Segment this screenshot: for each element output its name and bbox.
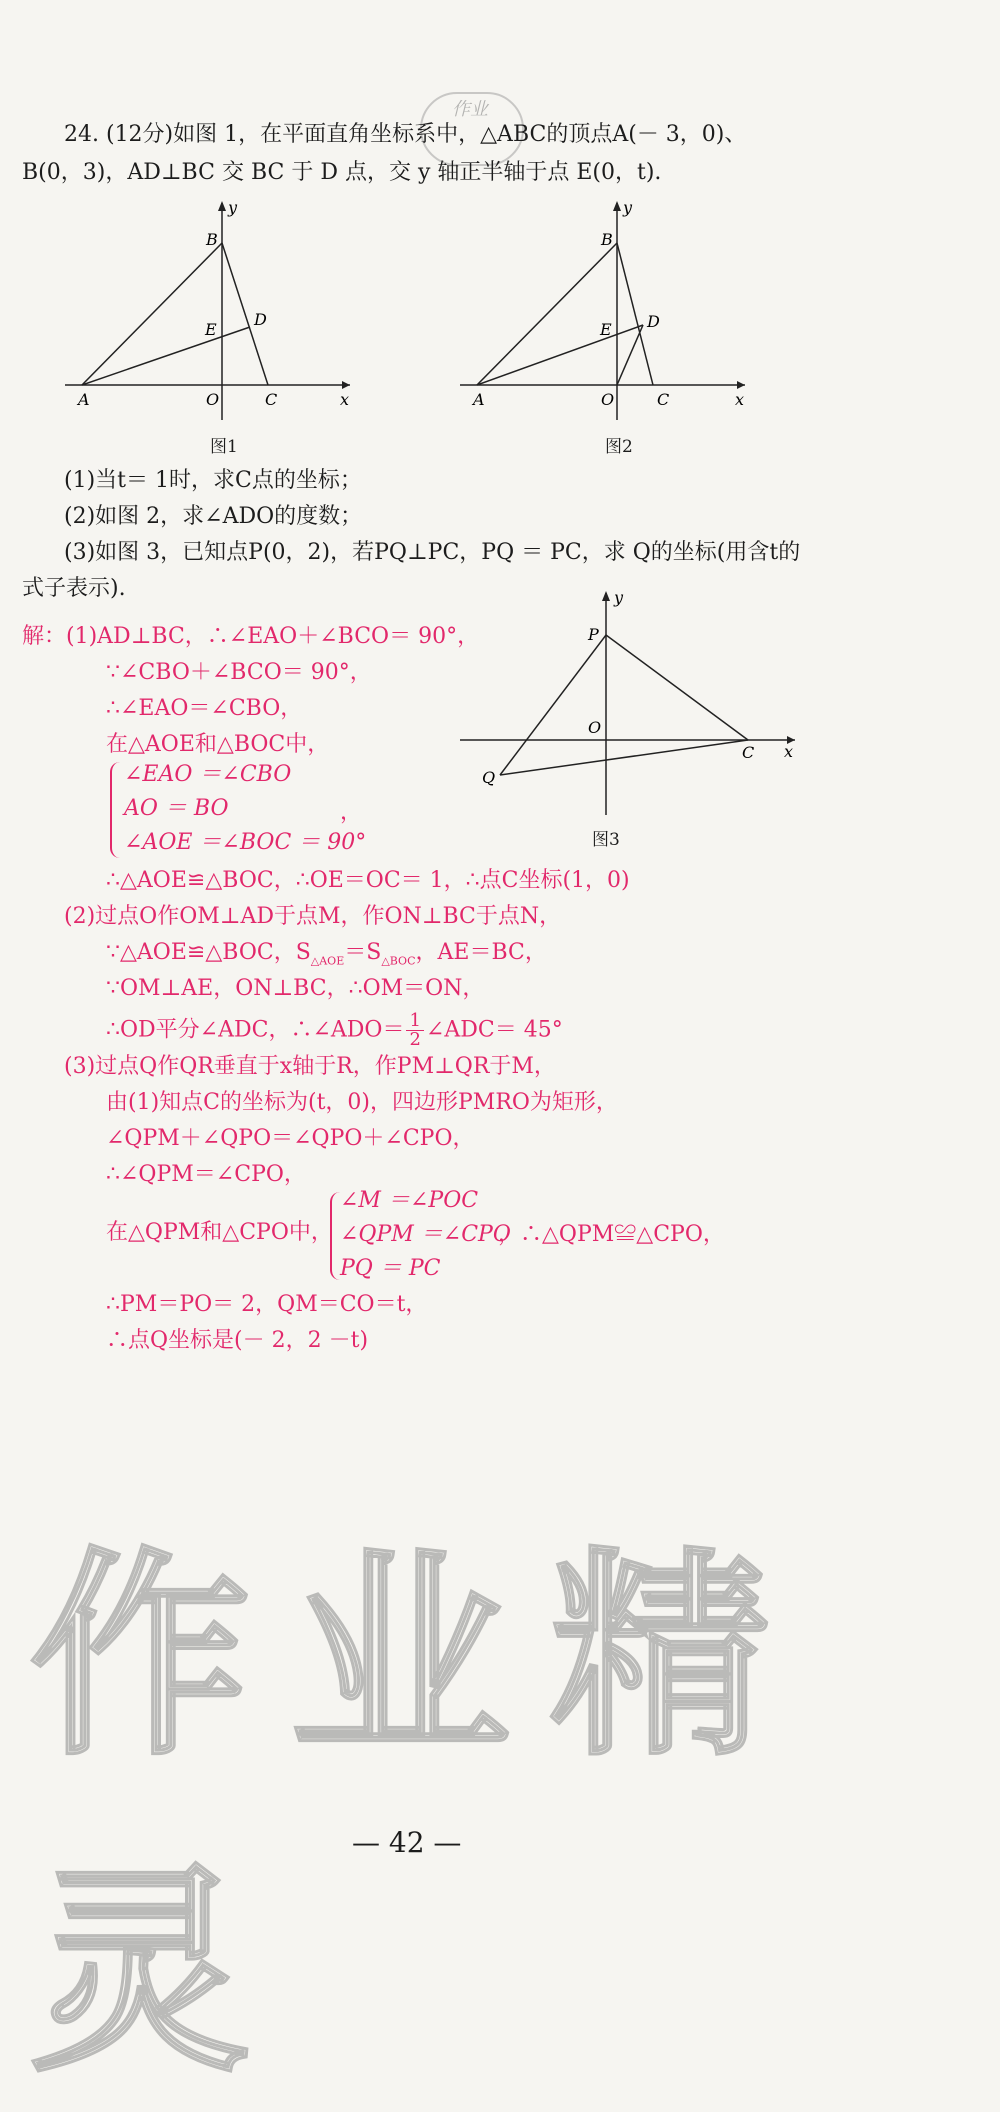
stamp-text: 作业 <box>452 99 488 120</box>
fig1-E: E <box>205 320 217 339</box>
solution-8-sub1: △AOE <box>310 954 345 968</box>
watermark-text: 作业精灵 <box>30 1529 811 2101</box>
fig2-O: O <box>601 390 615 409</box>
fig1-B: B <box>206 230 218 249</box>
figure-1 <box>60 195 360 425</box>
solution-15c: PQ ＝ PC <box>340 1256 441 1281</box>
solution-1: 解：(1)AD⊥BC，∴∠EAO＋∠BCO＝ 90°， <box>22 624 480 649</box>
solution-11: (3)过点Q作QR垂直于x轴于R，作PM⊥QR于M， <box>64 1054 556 1079</box>
fig3-y-label: y <box>614 588 624 607</box>
figure-2 <box>455 195 755 425</box>
solution-13: ∠QPM＋∠QPO＝∠QPO＋∠CPO， <box>106 1126 475 1151</box>
solution-14: ∴∠QPM＝∠CPO， <box>106 1162 306 1187</box>
solution-15d: ，∴△QPM≌△CPO， <box>498 1222 725 1247</box>
fig1-O: O <box>206 390 220 409</box>
fig1-A: A <box>78 390 90 409</box>
solution-16: ∴PM＝PO＝ 2，QM＝CO＝t， <box>106 1292 428 1317</box>
fig1-x-label: x <box>340 390 350 409</box>
question-3-line-2: 式子表示). <box>22 576 126 601</box>
fig2-B: B <box>601 230 613 249</box>
fig3-C: C <box>742 743 755 762</box>
solution-brace-2 <box>330 1192 340 1280</box>
solution-17: ∴点Q坐标是(－ 2，2 －t) <box>106 1328 369 1353</box>
solution-brace-1 <box>110 762 120 858</box>
solution-5comma: ， <box>340 800 363 825</box>
fig3-P: P <box>588 625 599 644</box>
solution-8c: ，AE＝BC， <box>415 940 547 965</box>
solution-5b: AO ＝ BO <box>124 796 229 821</box>
fig2-D: D <box>647 312 660 331</box>
figure-3 <box>460 585 800 825</box>
fig1-D: D <box>254 310 267 329</box>
solution-8-sub2: △BOC <box>381 954 416 968</box>
fig1-y-label: y <box>228 198 238 217</box>
solution-10a: ∴OD平分∠ADC，∴∠ADO＝ <box>106 1017 405 1043</box>
solution-10b: ∠ADC＝ 45° <box>425 1017 563 1043</box>
solution-7: (2)过点O作OM⊥AD于点M，作ON⊥BC于点N， <box>64 904 562 929</box>
solution-15b: ∠QPM ＝∠CPO <box>340 1222 511 1247</box>
fig2-A: A <box>473 390 485 409</box>
solution-3: ∴∠EAO＝∠CBO， <box>106 696 303 721</box>
solution-4: 在△AOE和△BOC中， <box>106 732 330 757</box>
solution-10 <box>106 1012 563 1049</box>
fraction-half <box>406 1012 423 1049</box>
question-3-line-1: (3)如图 3，已知点P(0，2)，若PQ⊥PC，PQ ＝ PC，求 Q的坐标(用含t的 <box>64 540 801 565</box>
question-2: (2)如图 2，求∠ADO的度数； <box>64 504 363 529</box>
solution-5a: ∠EAO ＝∠CBO <box>124 762 292 787</box>
fig1-C: C <box>265 390 278 409</box>
solution-6: ∴△AOE≌△BOC，∴OE＝OC＝ 1，∴点C坐标(1，0) <box>106 868 630 893</box>
solution-8b: ＝S <box>344 940 382 965</box>
fig2-y-label: y <box>623 198 633 217</box>
fig1-caption: 图1 <box>210 437 238 457</box>
solution-5c: ∠AOE ＝∠BOC ＝ 90° <box>124 830 367 855</box>
fig3-O: O <box>588 718 602 737</box>
solution-15a: ∠M ＝∠POC <box>340 1188 479 1213</box>
fig2-caption: 图2 <box>605 437 633 457</box>
page-number: — 42 — <box>352 1826 462 1859</box>
fraction-numerator: 1 <box>406 1012 423 1031</box>
solution-8 <box>106 938 547 976</box>
solution-2: ∵∠CBO＋∠BCO＝ 90°， <box>106 660 372 685</box>
solution-15: 在△QPM和△CPO中， <box>106 1220 333 1245</box>
fig3-x-label: x <box>784 742 794 761</box>
fig3-Q: Q <box>482 768 496 787</box>
problem-line-1: 24. (12分)如图 1，在平面直角坐标系中，△ABC的顶点A(－ 3，0)、 <box>64 122 747 147</box>
fraction-denominator: 2 <box>409 1029 421 1050</box>
question-1: (1)当t＝ 1时，求C点的坐标； <box>64 468 362 493</box>
fig2-C: C <box>657 390 670 409</box>
fig2-x-label: x <box>735 390 745 409</box>
fig2-E: E <box>600 320 612 339</box>
solution-9: ∵OM⊥AE，ON⊥BC，∴OM＝ON， <box>106 976 485 1001</box>
fig3-caption: 图3 <box>592 830 620 850</box>
problem-line-2: B(0，3)，AD⊥BC 交 BC 于 D 点，交 y 轴正半轴于点 E(0，t). <box>22 160 662 185</box>
solution-8a: ∵△AOE≌△BOC，S <box>106 940 311 965</box>
solution-12: 由(1)知点C的坐标为(t，0)，四边形PMRO为矩形， <box>106 1090 618 1115</box>
